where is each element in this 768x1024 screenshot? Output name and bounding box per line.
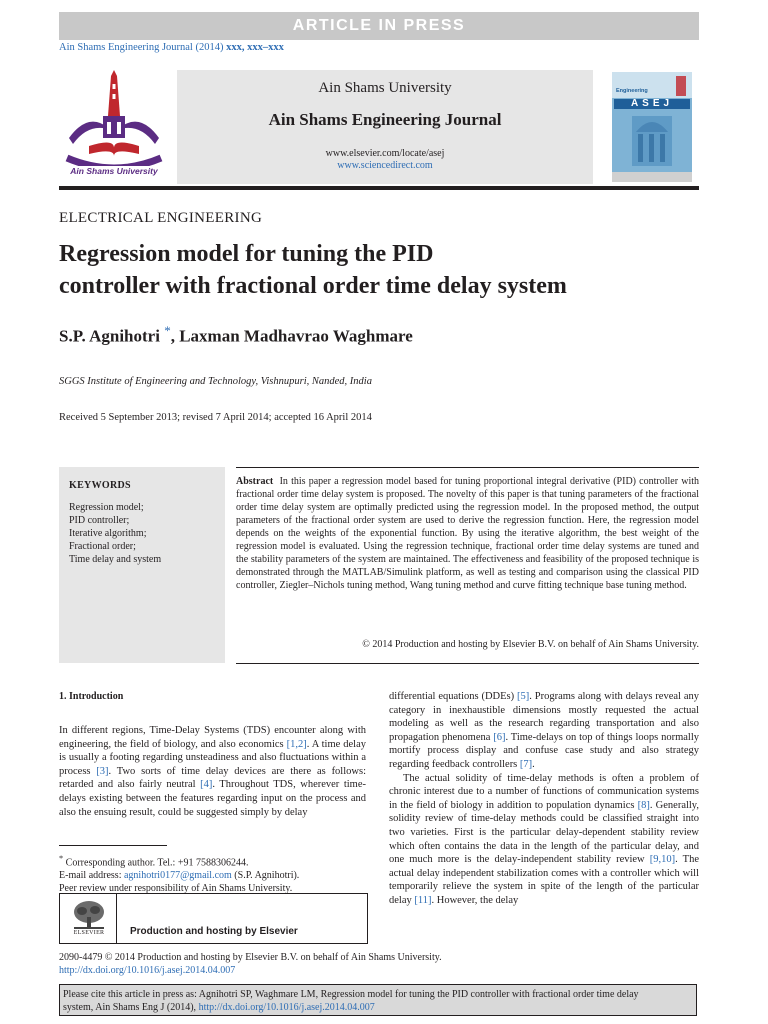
keywords-heading: KEYWORDS — [69, 480, 131, 491]
keywords-list — [69, 501, 161, 566]
elsevier-divider — [116, 894, 117, 943]
footnotes — [59, 852, 299, 895]
citation-link[interactable]: [9,10] — [649, 854, 676, 866]
cite-doi-link[interactable]: http://dx.doi.org/10.1016/j.asej.2014.04.007 — [198, 1002, 375, 1013]
corresponding-footnote — [59, 852, 299, 869]
logo-caption: Ain Shams University — [70, 166, 158, 176]
citation-link[interactable]: [4] — [200, 779, 213, 791]
body-paragraph — [389, 690, 699, 772]
body-column-left — [59, 724, 366, 819]
body-text: . However, the delay — [431, 894, 519, 906]
abstract-copyright: © 2014 Production and hosting by Elsevier B.V. on behalf of Ain Shams University. — [362, 639, 699, 650]
keyword-item: Iterative algorithm; — [69, 528, 147, 539]
abstract-text: In this paper a regression model based for tuning proportional integral derivative (PID) controller with fractional order time delay system is proposed. The novelty of this paper is that tuning parameters of the fractional order time delay system are optimally predicted using the regression model. In the proposed method, the output parameters of the fractional order system are used to derive the regression function. Here, the regression model depends on the weights of the exponential function. By using the iterative algorithm, the best weight of the regression model is evaluated. Using the regression technique, fractional order time delay systems are tuned and the stability parameters of the system are maintained. The effectiveness and feasibility of the proposed technique is demonstrated through the MATLAB/Simulink platform, as well as testing and comparison using the classical PID controller, Ziegler–Nichols tuning method, Wang tuning method and curve fitting technique base tuning method. — [236, 476, 700, 591]
author-list — [59, 323, 413, 347]
body-text: . Generally, solidity review of time-delay methods could be classified straight into two varieties. First is the particular delay-dependent stability review which often contains the data in the length of the particular delay, and one much more is the delay-independent stability review — [389, 799, 700, 866]
body-text: . Programs along with delays reveal any category in inexhaustible dimensions mostly requested the actual modeling as well as the research regarding transportation and also propagation phenomena — [389, 691, 699, 743]
citation-link[interactable]: [11] — [414, 894, 432, 906]
cite-this-article-box — [59, 984, 697, 1016]
body-text: differential equations (DDEs) — [389, 691, 517, 702]
elsevier-tree-logo — [68, 897, 110, 939]
article-dates: Received 5 September 2013; revised 7 April 2014; accepted 16 April 2014 — [59, 412, 372, 423]
article-in-press-banner: ARTICLE IN PRESS — [59, 12, 699, 40]
body-text: The actual solidity of time-delay methods is often a problem of chronic interest due to a number of functions of communication systems in the field of biology in addition to population dynamics — [389, 772, 699, 811]
abstract-bottom-rule — [236, 663, 699, 664]
body-text: . Time-delays on top of things loops normally mortify process display and confuse case study and also strategy regarding feedback controllers — [389, 731, 699, 770]
university-logo — [59, 70, 174, 184]
citation-link[interactable]: [8] — [637, 799, 650, 811]
citation-link[interactable]: [5] — [516, 691, 530, 702]
body-column-right — [389, 690, 699, 908]
email-link[interactable]: agnihotri0177@gmail.com — [123, 870, 232, 882]
cite-line-2 — [63, 1001, 696, 1014]
sciencedirect-link[interactable]: www.sciencedirect.com — [337, 160, 433, 171]
section-label: ELECTRICAL ENGINEERING — [59, 210, 263, 226]
keyword-item: PID controller; — [69, 515, 130, 526]
abstract — [236, 475, 699, 592]
header-rule — [59, 186, 699, 190]
footnote-text: E-mail address: — [59, 870, 124, 882]
body-text: . A time delay is usually a footing regarding unsteadiness and also fluctuations within a process — [59, 738, 366, 777]
keyword-item: Fractional order; — [69, 541, 136, 552]
journal-citation-line — [59, 42, 284, 53]
cite-line-1: Please cite this article in press as: Agnihotri SP, Waghmare LM, Regression model for tuning the PID controller with fractional order time delay — [63, 989, 639, 1000]
body-text: . The actual delay independent stabilization comes with a controller which will temporarily relieve the system in spite of the length of the particular delay — [389, 854, 699, 906]
journal-name: Ain Shams Engineering Journal — [268, 110, 502, 129]
university-name: Ain Shams University — [318, 80, 452, 96]
introduction-heading: 1. Introduction — [59, 691, 124, 702]
body-text: In different regions, Time-Delay Systems (TDS) encounter along with engineering, the field of biology, and also economics — [59, 725, 366, 750]
title-line-2: controller with fractional order time delay system — [59, 273, 567, 299]
footnote-rule — [59, 845, 167, 846]
keywords-box — [59, 467, 225, 663]
citation-link[interactable]: [6] — [493, 731, 506, 743]
citation-link[interactable]: [1,2] — [286, 738, 307, 750]
citation-link[interactable]: [3] — [96, 765, 109, 777]
masthead — [59, 70, 699, 184]
abstract-top-rule — [236, 467, 699, 468]
elsevier-hosting-box — [59, 893, 368, 944]
affiliation: SGGS Institute of Engineering and Technology, Vishnupuri, Nanded, India — [59, 376, 372, 387]
issn-line: 2090-4479 © 2014 Production and hosting by Elsevier B.V. on behalf of Ain Shams University. — [59, 952, 442, 963]
body-text: . — [532, 758, 535, 770]
journal-citation-prefix: Ain Shams Engineering Journal (2014) — [59, 42, 227, 53]
corresponding-author-marker[interactable]: * — [164, 323, 171, 338]
elsevier-url[interactable]: www.elsevier.com/locate/asej — [325, 148, 445, 159]
body-paragraph — [389, 772, 699, 908]
footnote-text: (S.P. Agnihotri). — [231, 870, 300, 882]
footnote-text: Corresponding author. Tel.: +91 7588306244. — [65, 857, 249, 869]
email-footnote — [59, 869, 299, 882]
keyword-item: Regression model; — [69, 502, 144, 513]
keyword-item: Time delay and system — [69, 554, 162, 565]
title-line-1: Regression model for tuning the PID — [59, 241, 434, 267]
cover-abbreviation: ASEJ — [630, 98, 674, 109]
doi-link[interactable]: http://dx.doi.org/10.1016/j.asej.2014.04.007 — [59, 965, 236, 976]
author-first: S.P. Agnihotri — [59, 326, 160, 346]
cite-text: system, Ain Shams Eng J (2014), — [63, 1002, 199, 1013]
elsevier-hosting-text: Production and hosting by Elsevier — [130, 926, 298, 937]
article-title — [59, 238, 699, 302]
abstract-label: Abstract — [236, 476, 274, 487]
citation-link[interactable]: [7] — [519, 758, 533, 770]
journal-header-panel — [177, 70, 593, 184]
footnote-marker: * — [59, 854, 64, 863]
author-rest: , Laxman Madhavrao Waghmare — [170, 326, 413, 346]
elsevier-logo-text: ELSEVIER — [73, 930, 105, 936]
cover-title: Engineering — [616, 88, 648, 94]
journal-citation-pages: xxx, xxx–xxx — [226, 42, 284, 53]
journal-cover-image — [612, 72, 692, 182]
peer-review-footnote: Peer review under responsibility of Ain Shams University. — [59, 883, 293, 895]
body-text: . Two sorts of time delay devices are there as follows: retarded and also fairly neutral — [59, 765, 366, 791]
body-text: . Throughout TDS, wherever time-delays existing between the features regarding input on the process and also the ensuing result, could be suggested simply by delay — [59, 779, 366, 818]
